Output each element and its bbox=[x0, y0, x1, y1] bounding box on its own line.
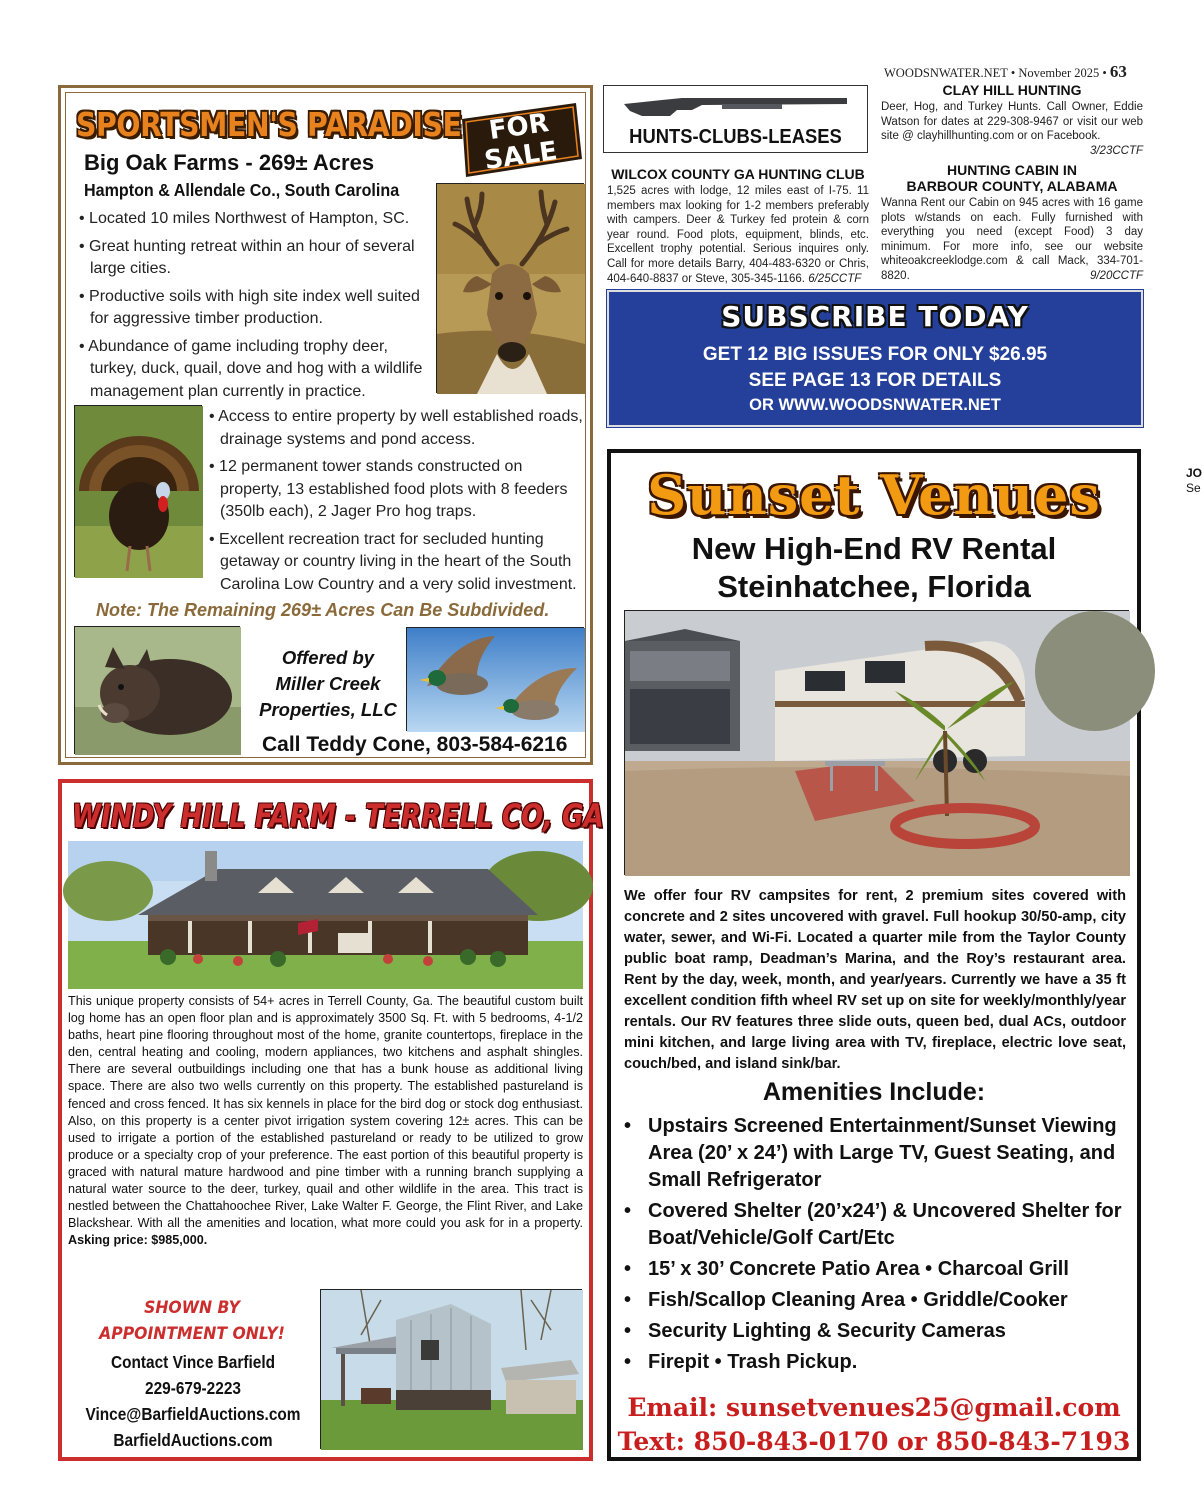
property-location: Hampton & Allendale Co., South Carolina bbox=[84, 180, 400, 200]
feature-item: • Excellent recreation tract for secluded hunting getaway or country living in the heart of the South Carolina Low Country and a very solid investment. bbox=[208, 529, 588, 597]
classified-body bbox=[881, 196, 1143, 284]
header-separator: • bbox=[1102, 66, 1107, 80]
classified-body bbox=[607, 184, 869, 286]
amenity-item: • Security Lighting & Security Cameras bbox=[624, 1318, 1132, 1345]
classified-text: Deer, Hog, and Turkey Hunts. Call Owner, Eddie Watson for dates at 229-308-9467 or visit our web site @ clayhillhunting.com or on Facebook. bbox=[881, 101, 1143, 143]
subscribe-ad[interactable] bbox=[607, 290, 1143, 427]
subscribe-headline: SUBSCRIBE TODAY bbox=[721, 300, 1029, 333]
classified-wilcox bbox=[607, 166, 869, 286]
description-text: This unique property consists of 54+ acres in Terrell County, Ga. The beautiful custom built log home has an open floor plan and is approximately 3500 Sq. Ft. with 5 bedrooms, 4-1/2 baths, heart pine flooring throughout most of the home, granite countertops, fireplace in the den, central heating and cooling, modern appliances, two kitchens and asphalt shingles. There are several outbuildings including one that has a bunk house as additional living space. There are also two wells currently on this property. The established pastureland is fenced and cross fenced. It has six kennels in place for the bird dog or stock dog enthusiast. Also, on this property is a center pivot irrigation system covering 12± acres. This can be used to irrigate a portion of the established pastureland or ready to be utilized to grow produce or a specialty crop of your preference. The east portion of this beautiful property is graced with natural mature hardwood and pine timber with a running branch supplying a natural water source to the deer, turkey, quail and other wildlife in the area. This tract is nestled between the Chattahoochee River, Lake Walter F. George, the Flint River, and Lake Blackshear. With all the amenities and location, what more could you ask for in a property. bbox=[68, 994, 583, 1231]
issue-month: November 2025 bbox=[1018, 66, 1100, 80]
amenity-item: • Upstairs Screened Entertainment/Sunset Viewing Area (20’ x 24’) with Large TV, Guest Seating, and Small Refrigerator bbox=[624, 1113, 1132, 1194]
badge-line-for: FOR bbox=[487, 108, 551, 147]
amenity-item: • Firepit • Trash Pickup. bbox=[624, 1349, 1132, 1376]
for-sale-badge bbox=[454, 101, 584, 179]
amenity-item: • 15’ x 30’ Concrete Patio Area • Charcoal Grill bbox=[624, 1256, 1132, 1283]
rental-description: We offer four RV campsites for rent, 2 premium sites covered with concrete and 2 sites uncovered with gravel. Full hookup 30/50-amp, city water, sewer, and Wi-Fi. Located a quarter mile from the Taylor County public boat ramp, Deadman’s Marina, and the Roy’s restaurant area. Rent by the day, week, month, and year/years. Currently we have a 35 ft excellent condition fifth wheel RV set up on site for weekly/monthly/year rentals. Our RV features three slide outs, queen bed, dual ACs, outdoor mini kitchen, and large living area with TV, fireplace, electric love seat, couch/bed, and island sink/bar. bbox=[624, 888, 1126, 1072]
contact-block bbox=[83, 1349, 303, 1453]
feature-item: • Abundance of game including trophy deer, turkey, duck, quail, dove and hog with a wildlife management plan currently in practice. bbox=[78, 336, 423, 404]
contact-email[interactable]: Vince@BarfieldAuctions.com bbox=[85, 1404, 301, 1424]
contact-website[interactable]: BarfieldAuctions.com bbox=[113, 1430, 273, 1450]
section-title: HUNTS-CLUBS-LEASES bbox=[629, 126, 842, 148]
classified-title: WILCOX COUNTY GA HUNTING CLUB bbox=[611, 166, 865, 182]
subscribe-website[interactable]: OR WWW.WOODSNWATER.NET bbox=[749, 396, 1001, 414]
classified-title: HUNTING CABIN IN bbox=[947, 162, 1077, 178]
feature-item: • Access to entire property by well established roads, drainage systems and pond access. bbox=[208, 406, 588, 451]
shotgun-icon bbox=[622, 92, 850, 122]
subscribe-details: SEE PAGE 13 FOR DETAILS bbox=[748, 370, 1002, 391]
site-name: WOODSNWATER.NET bbox=[884, 66, 1008, 80]
amenity-item: • Fish/Scallop Cleaning Area • Griddle/Cooker bbox=[624, 1287, 1132, 1314]
header-separator: • bbox=[1010, 66, 1016, 80]
classified-title: CLAY HILL HUNTING bbox=[942, 82, 1082, 98]
appointment-notice bbox=[83, 1295, 300, 1347]
feature-item: • 12 permanent tower stands constructed on property, 13 established food plots with 8 feeders (350lb each), 2 Jager Pro hog traps. bbox=[208, 456, 588, 524]
classified-code: 6/25CCTF bbox=[808, 272, 862, 285]
classified-hunting-cabin bbox=[881, 162, 1143, 284]
sportsmens-paradise-ad bbox=[58, 85, 593, 765]
fragment-line: JO bbox=[1186, 466, 1202, 480]
offered-by bbox=[248, 645, 408, 723]
adjacent-page-fragment bbox=[1186, 466, 1202, 496]
badge-line-sale: SALE bbox=[482, 136, 560, 177]
rv-photo bbox=[624, 610, 1129, 875]
appointment-line: APPOINTMENT ONLY! bbox=[99, 1324, 285, 1344]
offered-line: Offered by bbox=[281, 647, 375, 668]
feature-item: • Located 10 miles Northwest of Hampton, SC. bbox=[78, 208, 423, 231]
classified-text: Wanna Rent our Cabin on 945 acres with 16 game plots w/stands on each. Fully furnished with everything you need (except Food) 3 day minimum. For more info, see our website whiteoakcreeklodge.com & call Mack, 334-701-8820. bbox=[881, 197, 1143, 282]
contact-phone: 229-679-2223 bbox=[145, 1378, 241, 1398]
deer-photo bbox=[436, 183, 584, 393]
feature-item: • Productive soils with high site index well suited for aggressive timber production. bbox=[78, 286, 423, 331]
classified-text: 1,525 acres with lodge, 12 miles east of I-75. 11 members max looking for 1-2 members preferably with campers. Deer & Turkey fed protein & corn year round. Food plots, equipment, blinds, etc. Excellent trophy potential. Serious inquires only. Call for more details Barry, 404-483-6320 or Chris, 404-640-8837 or Steve, 305-345-1166. bbox=[607, 185, 869, 285]
features-list-bottom bbox=[208, 406, 588, 601]
ad-subtitle: New High-End RV Rental bbox=[691, 531, 1057, 566]
windy-hill-farm-ad bbox=[58, 779, 604, 1461]
contact-text-numbers: Text: 850-843-0170 or 850-843-7193 bbox=[617, 1427, 1131, 1456]
asking-price: Asking price: $985,000. bbox=[68, 1233, 208, 1248]
amenities-list bbox=[624, 1113, 1132, 1380]
page-header bbox=[884, 62, 1154, 82]
ad-title: WINDY HILL FARM - TERRELL CO, GA bbox=[72, 797, 604, 835]
mallard-ducks-photo bbox=[406, 627, 584, 731]
fragment-line: Se bbox=[1186, 481, 1201, 495]
subscribe-offer: GET 12 BIG ISSUES FOR ONLY $26.95 bbox=[702, 344, 1048, 365]
property-description bbox=[68, 993, 583, 1249]
hunts-clubs-leases-header bbox=[603, 85, 868, 153]
features-list-top bbox=[78, 208, 423, 408]
appointment-line: SHOWN BY bbox=[144, 1298, 240, 1318]
amenities-heading: Amenities Include: bbox=[762, 1078, 986, 1106]
classified-clay-hill bbox=[881, 82, 1143, 158]
ad-title: Sunset Venues bbox=[647, 463, 1101, 527]
contact-email[interactable]: Email: sunsetvenues25@gmail.com bbox=[627, 1393, 1121, 1422]
ad-location: Steinhatchee, Florida bbox=[717, 569, 1031, 604]
contact-name: Contact Vince Barfield bbox=[110, 1352, 276, 1372]
ad-title: SPORTSMEN'S PARADISE bbox=[76, 105, 462, 144]
amenity-item: • Covered Shelter (20’x24’) & Uncovered Shelter for Boat/Vehicle/Golf Cart/Etc bbox=[624, 1198, 1132, 1252]
log-home-photo bbox=[68, 841, 583, 989]
contact-phone: Call Teddy Cone, 803-584-6216 bbox=[262, 733, 568, 756]
offered-line: Properties, LLC bbox=[259, 699, 397, 720]
barn-photo bbox=[320, 1289, 582, 1449]
classified-code: 3/23CCTF bbox=[1089, 144, 1143, 157]
subdivide-note: Note: The Remaining 269± Acres Can Be Subdivided. bbox=[96, 600, 550, 620]
classified-code: 9/20CCTF bbox=[1089, 269, 1143, 282]
sunset-venues-ad bbox=[607, 449, 1141, 1461]
classified-title: BARBOUR COUNTY, ALABAMA bbox=[906, 178, 1118, 194]
offered-line: Miller Creek bbox=[275, 673, 381, 694]
property-name: Big Oak Farms - 269± Acres bbox=[84, 150, 375, 175]
turkey-photo bbox=[74, 405, 202, 577]
classified-body bbox=[881, 100, 1143, 157]
hog-photo bbox=[74, 626, 240, 754]
feature-item: • Great hunting retreat within an hour of several large cities. bbox=[78, 236, 423, 281]
page-number: 63 bbox=[1109, 62, 1127, 81]
